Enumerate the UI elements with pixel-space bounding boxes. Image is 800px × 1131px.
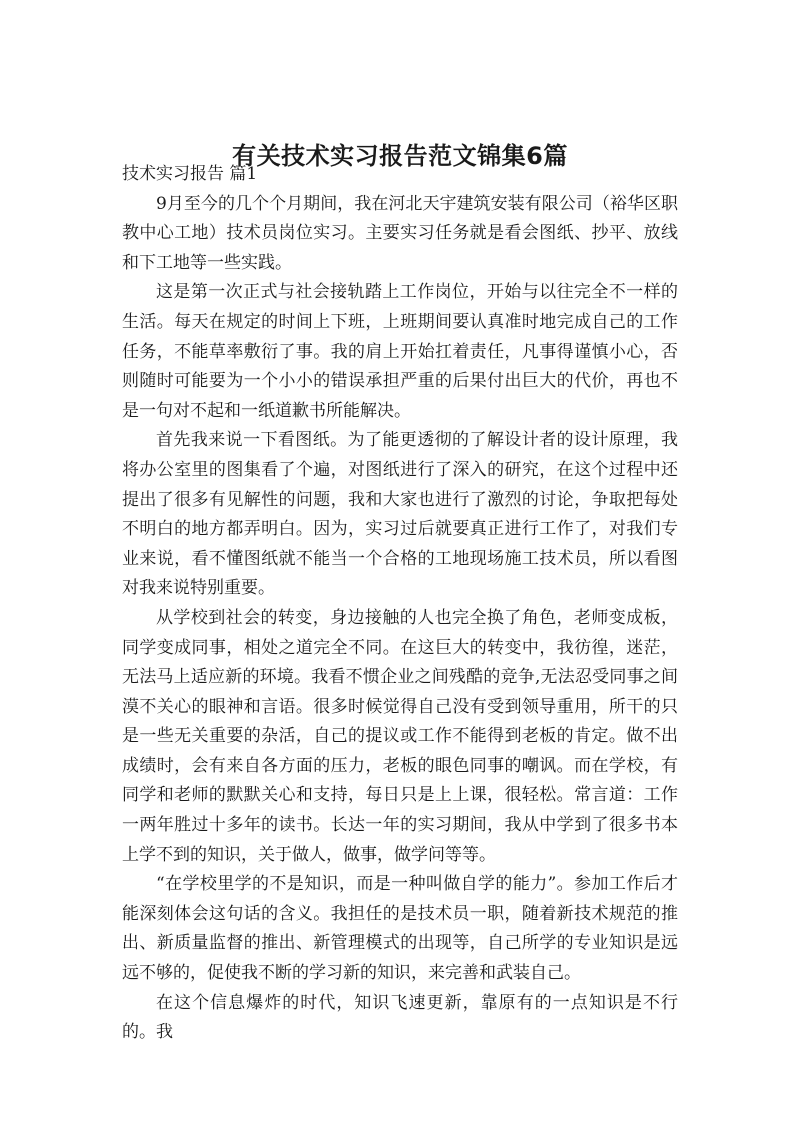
document-title: 有关技术实习报告范文锦集6篇: [232, 142, 568, 171]
section-heading: 技术实习报告 篇1: [122, 164, 258, 184]
paragraph-2: 这是第一次正式与社会接轨踏上工作岗位，开始与以往完全不一样的生活。每天在规定的时间上下班，上班期间要认真准时地完成自己的工作任务，不能草率敷衍了事。我的肩上开始扛着责任，凡事得谨慎小心，否则随时可能要为一个小小的错误承担严重的后果付出巨大的代价，再也不是一句对不起和一纸道歉书所能解决。: [122, 282, 678, 421]
document-body: [122, 160, 678, 1048]
paragraph-6: 在这个信息爆炸的时代，知识飞速更新，靠原有的一点知识是不行的。我: [122, 992, 678, 1043]
paragraph-4: 从学校到社会的转变，身边接触的人也完全换了角色，老师变成板，同学变成同事，相处之道完全不同。在这巨大的转变中，我彷徨，迷茫，无法马上适应新的环境。我看不惯企业之间残酷的竞争,无法忍受同事之间漠不关心的眼神和言语。很多时候觉得自己没有受到领导重用，所干的只是一些无关重要的杂活，自己的提议或工作不能得到老板的肯定。做不出成绩时，会有来自各方面的压力，老板的眼色同事的嘲讽。而在学校，有同学和老师的默默关心和支持，每日只是上上课，很轻松。常言道：工作一两年胜过十多年的读书。长达一年的实习期间，我从中学到了很多书本上学不到的知识，关于做人，做事，做学问等等。: [122, 607, 678, 865]
paragraph-5: “在学校里学的不是知识，而是一种叫做自学的能力”。参加工作后才能深刻体会这句话的含义。我担任的是技术员一职，随着新技术规范的推出、新质量监督的推出、新管理模式的出现等，自己所学的专业知识是远远不够的，促使我不断的学习新的知识，来完善和武装自己。: [122, 874, 678, 984]
paragraph-1: 9月至今的几个个月期间，我在河北天宇建筑安装有限公司（裕华区职教中心工地）技术员岗位实习。主要实习任务就是看会图纸、抄平、放线和下工地等一些实践。: [122, 193, 678, 273]
paragraph-3: 首先我来说一下看图纸。为了能更透彻的了解设计者的设计原理，我将办公室里的图集看了个遍，对图纸进行了深入的研究，在这个过程中还提出了很多有见解性的问题，我和大家也进行了激烈的讨论，争取把每处不明白的地方都弄明白。因为，实习过后就要真正进行工作了，对我们专业来说，看不懂图纸就不能当一个合格的工地现场施工技术员，所以看图对我来说特别重要。: [122, 430, 678, 599]
